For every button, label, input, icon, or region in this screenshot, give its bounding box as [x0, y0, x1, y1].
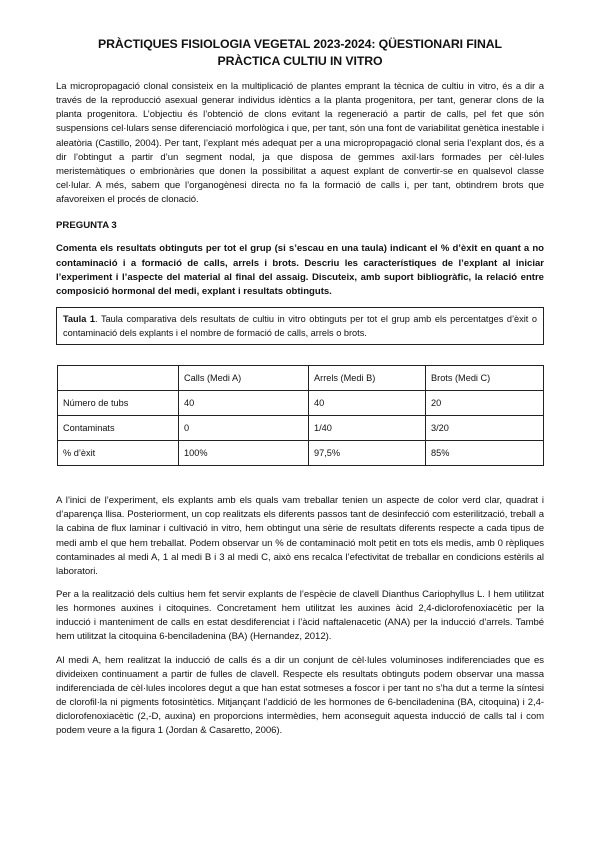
document-page	[56, 36, 544, 739]
table-cell: Número de tubs	[58, 391, 179, 416]
body-paragraph: A l’inici de l’experiment, els explants amb els quals vam treballar tenien un aspecte de color verd clar, quadrat i d’aparença llisa. Posteriorment, un cop realitzats els diferents passos tant de desinfecció com esterilització, treball a la cabina de flux laminar i cultivació in vitro, hem obtingut una sèrie de resultats diferents respecte a cada tipus de medi amb el que hem treballat. Podem observar un % de contaminació molt petit en tots els medis, amb 0 rèpliques contaminades al medi A, 1 al medi B i 3 al medi C, això ens recalca l’efectivitat de treballar en condicions estèrils al laboratori.	[56, 495, 544, 577]
table-caption-text: . Taula comparativa dels resultats de cultiu in vitro obtinguts per tot el grup amb els percentatges d’èxit o contaminació dels explants i el nombre de formació de calls, arrels o brots.	[63, 314, 537, 339]
title-line-2: PRÀCTICA CULTIU IN VITRO	[217, 54, 383, 68]
table-cell: Contaminats	[58, 416, 179, 441]
question-text: Comenta els resultats obtinguts per tot el grup (si s’escau en una taula) indicant el % d’èxit en quant a no contaminació i a formació de calls, arrels i brots. Descriu les característiques de l’explant al iniciar l’experiment i l’aspecte del material al final del assaig. Discuteix, amb suport bibliogràfic, la relació entre composició hormonal del medi, explant i resultats obtinguts.	[56, 243, 544, 297]
document-title	[56, 36, 544, 70]
table-header-cell: Calls (Medi A)	[179, 366, 309, 391]
table-cell: 97,5%	[309, 441, 426, 466]
table-cell: 40	[179, 391, 309, 416]
results-table	[57, 365, 544, 466]
table-row	[58, 391, 544, 416]
body-paragraph: Al medi A, hem realitzat la inducció de calls és a dir un conjunt de cèl·lules voluminoses indiferenciades que es divideixen continuament a partir de fulles de clavell. Respecte els resultats obtinguts podem observar una massa indiferenciada de cèl·lules incolores degut a que han estat sotmeses a foscor i per tant no s’ha dut a terme la síntesi de clorofil·la ni pigments fotosintètics. Mitjançant l’addició de les hormones de 6-benciladenina (BA, citoquina) i 2,4-diclorofenoxiacètic (2,-D, auxina) en proporcions intermèdies, hem aconseguit aquesta inducció de calls tal i com podem veure a la figura 1 (Jordan & Casaretto, 2006).	[56, 654, 544, 737]
table-row	[58, 416, 544, 441]
table-header-cell: Arrels (Medi B)	[309, 366, 426, 391]
intro-paragraph: La micropropagació clonal consisteix en la multiplicació de plantes emprant la tècnica de cultiu in vitro, és a dir a través de la reproducció asexual generar individus idèntics a la planta progenitora, per tant, generar clons de la planta progenitora. L’objectiu és l’obtenció de clons evitant la regeneració a partir de calls, pel fet que són suspensions cel·lulars sense diferenciació morfològica i que, per tant, són una font de variabilitat genètica inestable i aleatòria (Castillo, 2004). Per tant, l’explant més adequat per a una micropropagació clonal seria l’explant dos, és a dir l’obtingut a partir d’un segment nodal, ja que disposa de gemmes axil·lars formades per cèl·lules meristemàtiques o embrionàries que donen la possibilitat a aquest explant de convertir-se en qualsevol classe cel·lular. A més, sabem que l’organogènesi directa no fa la formació de calls i, per tant, obtindrem brots que afavoreixen el procés de clonació.	[56, 81, 544, 206]
table-caption-label: Taula 1	[63, 314, 95, 325]
table-header-cell	[58, 366, 179, 391]
table-cell: 20	[426, 391, 544, 416]
table-caption-box	[56, 307, 544, 345]
table-cell: 85%	[426, 441, 544, 466]
table-cell: 40	[309, 391, 426, 416]
table-row	[58, 441, 544, 466]
table-cell: 3/20	[426, 416, 544, 441]
table-cell: 0	[179, 416, 309, 441]
table-cell: % d’èxit	[58, 441, 179, 466]
question-heading: PREGUNTA 3	[56, 220, 117, 232]
title-line-1: PRÀCTIQUES FISIOLOGIA VEGETAL 2023-2024: QÜESTIONARI FINAL	[98, 37, 502, 51]
table-header-cell: Brots (Medi C)	[426, 366, 544, 391]
table-cell: 1/40	[309, 416, 426, 441]
body-paragraph: Per a la realització dels cultius hem fet servir explants de l’espècie de clavell Dianthus Cariophyllus L. I hem utilitzat les hormones auxines i citoquines. Concretament hem utilitzat les auxines àcid 2,4-diclorofenoxiacètic per la inducció i manteniment de calls en estat desdiferenciat i l’àcid naftalenacetic (ANA) per la inducció d’arrels. També hem utilitzat la citoquina 6-benciladenina (BA) (Hernandez, 2012).	[56, 588, 544, 643]
table-header-row	[58, 366, 544, 391]
table-cell: 100%	[179, 441, 309, 466]
